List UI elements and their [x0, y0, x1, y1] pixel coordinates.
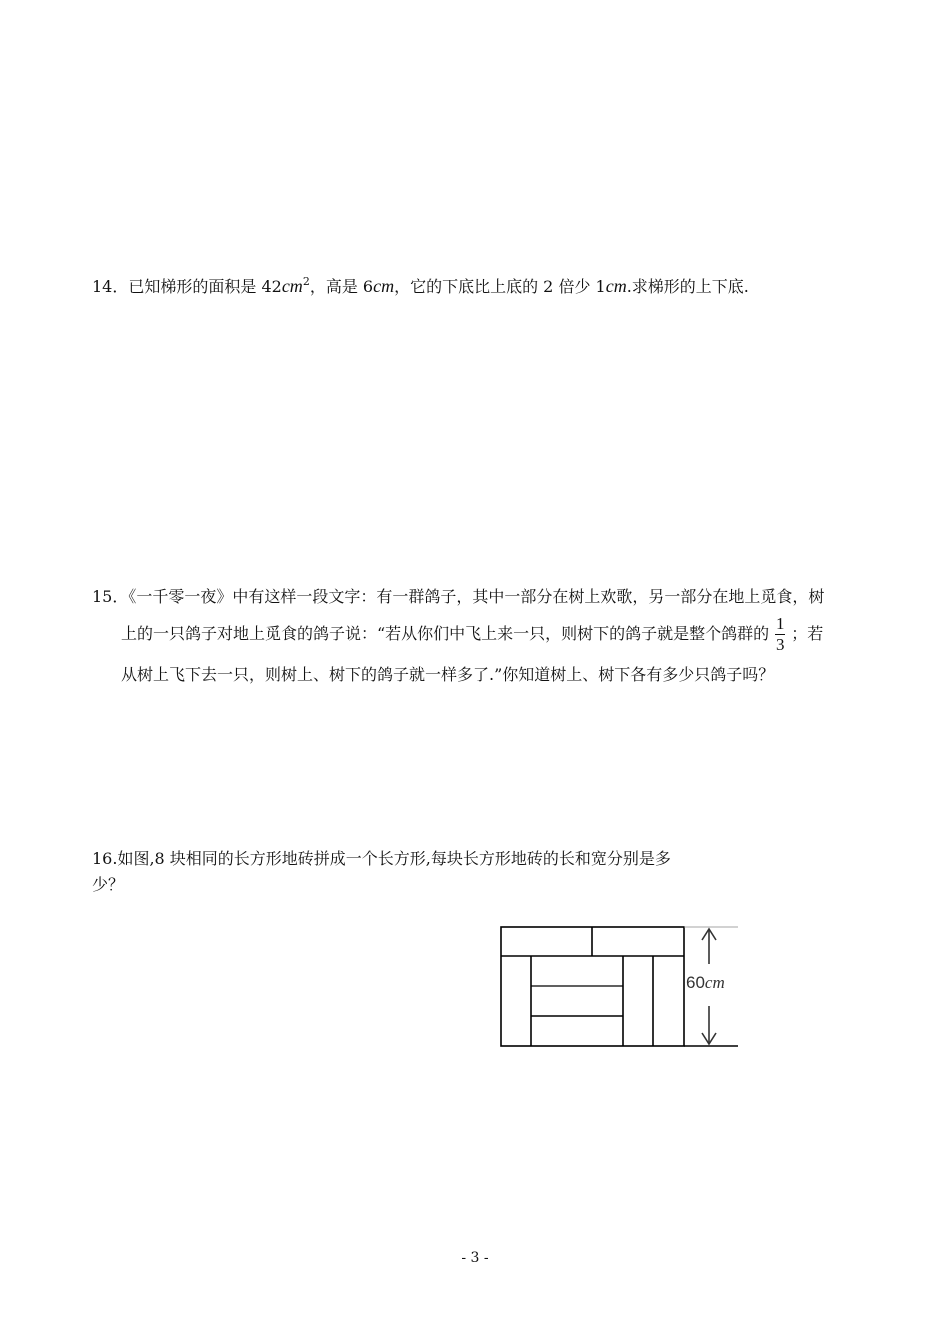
question-15-line-2	[121, 615, 823, 654]
question-16-line-2	[92, 877, 124, 893]
fraction-numerator: 1	[775, 614, 785, 633]
question-15-line-3	[121, 667, 774, 683]
q14-text-3: ，它的下底比上底的 2 倍少 1	[394, 277, 606, 296]
fraction-denominator: 3	[775, 634, 785, 654]
q16-line-1: 16.如图,8 块相同的长方形地砖拼成一个长方形,每块长方形地砖的长和宽分别是多	[92, 849, 671, 868]
q14-unit-cm: cm	[281, 276, 303, 296]
q15-line-2b: ；若	[791, 623, 824, 643]
q14-unit-exponent: 2	[302, 275, 310, 288]
question-16-line-1	[92, 851, 671, 867]
q15-line-3: 从树上飞下去一只，则树上、树下的鸽子就一样多了.”你知道树上、树下各有多少只鸽子吗？	[121, 665, 775, 684]
question-14	[92, 277, 749, 295]
q14-unit-cm-2: cm	[373, 276, 395, 296]
q14-text-4: .求梯形的上下底.	[626, 277, 749, 296]
dimension-unit: cm	[704, 973, 725, 992]
q14-unit-cm-3: cm	[605, 276, 627, 296]
q15-line-1: 15．《一千零一夜》中有这样一段文字：有一群鸽子，其中一部分在树上欢歌，另一部分在地上觅食，树	[92, 587, 825, 606]
fraction-one-third	[775, 615, 785, 654]
dimension-label	[686, 973, 725, 992]
q15-line-2a: 上的一只鸽子对地上觅食的鸽子说：“若从你们中飞上来一只，则树下的鸽子就是整个鸽群的	[121, 623, 770, 643]
q14-text-1: 14．已知梯形的面积是 42	[92, 277, 282, 296]
q16-line-2: 少？	[92, 875, 125, 894]
question-15-line-1	[92, 589, 824, 605]
page-number: - 3 -	[461, 1250, 489, 1266]
tile-arrangement-figure	[500, 924, 740, 1048]
q14-text-2: ，高是 6	[309, 277, 374, 296]
dimension-value: 60	[686, 973, 705, 992]
